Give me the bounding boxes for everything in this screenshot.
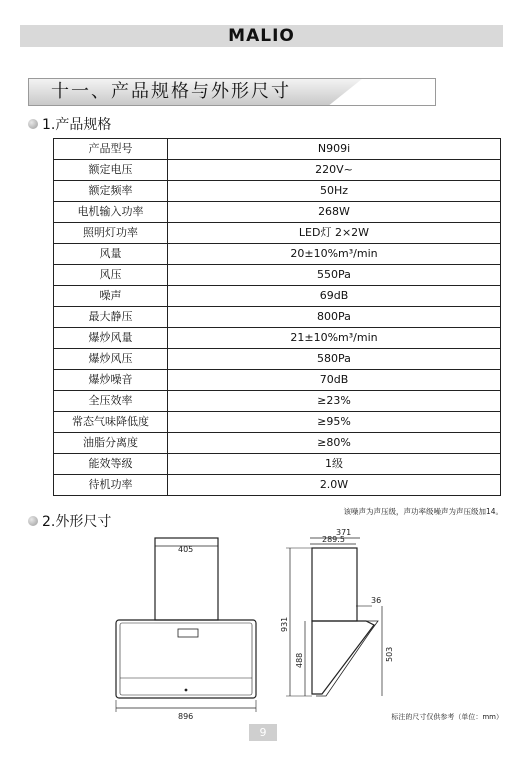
spec-key: 爆炒风压: [54, 349, 168, 370]
spec-value: 580Pa: [168, 349, 501, 370]
spec-row: [54, 454, 501, 475]
spec-row: [54, 328, 501, 349]
spec-value: N909i: [168, 139, 501, 160]
dim-side-body-height: 488: [295, 652, 304, 668]
side-chimney: [312, 548, 357, 621]
spec-value: 21±10%m³/min: [168, 328, 501, 349]
spec-row: [54, 307, 501, 328]
spec-value: 20±10%m³/min: [168, 244, 501, 265]
front-display: [178, 629, 198, 637]
spec-value: ≥23%: [168, 391, 501, 412]
spec-value: ≥80%: [168, 433, 501, 454]
spec-key: 能效等级: [54, 454, 168, 475]
spec-value: 1级: [168, 454, 501, 475]
spec-value: 800Pa: [168, 307, 501, 328]
spec-key: 油脂分离度: [54, 433, 168, 454]
spec-key: 噪声: [54, 286, 168, 307]
spec-value: 220V~: [168, 160, 501, 181]
spec-value: 550Pa: [168, 265, 501, 286]
spec-key: 照明灯功率: [54, 223, 168, 244]
spec-table: [53, 138, 501, 496]
spec-row: [54, 139, 501, 160]
dim-side-total-height: 931: [280, 616, 289, 632]
spec-value: LED灯 2×2W: [168, 223, 501, 244]
spec-key: 最大静压: [54, 307, 168, 328]
spec-key: 产品型号: [54, 139, 168, 160]
front-body: [116, 620, 256, 698]
spec-value: 70dB: [168, 370, 501, 391]
section-title: 十一、产品规格与外形尺寸: [51, 81, 291, 102]
header-bar: [20, 25, 503, 47]
spec-key: 额定电压: [54, 160, 168, 181]
spec-row: [54, 475, 501, 496]
spec-section-heading: [28, 116, 111, 134]
spec-key: 爆炒噪音: [54, 370, 168, 391]
spec-key: 全压效率: [54, 391, 168, 412]
spec-value: 268W: [168, 202, 501, 223]
dim-front-total: 896: [178, 712, 194, 721]
dim-side-top-inner: 289.5: [322, 535, 345, 544]
spec-key: 常态气味降低度: [54, 412, 168, 433]
side-body: [312, 621, 374, 694]
spec-value: ≥95%: [168, 412, 501, 433]
spec-row: [54, 286, 501, 307]
dim-front-chimney: 405: [178, 545, 194, 554]
spec-value: 2.0W: [168, 475, 501, 496]
spec-value: 69dB: [168, 286, 501, 307]
spec-row: [54, 160, 501, 181]
spec-row: [54, 349, 501, 370]
dim-side-panel-height: 503: [385, 646, 394, 662]
spec-row: [54, 181, 501, 202]
spec-key: 风压: [54, 265, 168, 286]
dim-section-label: 2.外形尺寸: [42, 514, 112, 530]
spec-key: 电机输入功率: [54, 202, 168, 223]
dimension-drawing: [0, 520, 521, 730]
spec-value: 50Hz: [168, 181, 501, 202]
spec-row: [54, 433, 501, 454]
spec-note: 该噪声为声压级，声功率级噪声为声压级加14。: [343, 507, 503, 516]
bullet-icon: [28, 119, 38, 129]
front-indicator-dot: [185, 689, 188, 692]
spec-section-label: 1.产品规格: [42, 117, 112, 133]
spec-key: 爆炒风量: [54, 328, 168, 349]
spec-row: [54, 412, 501, 433]
dim-side-top-outer: 371: [336, 528, 352, 537]
spec-row: [54, 391, 501, 412]
spec-row: [54, 370, 501, 391]
spec-key: 额定频率: [54, 181, 168, 202]
spec-key: 风量: [54, 244, 168, 265]
page-number: 9: [249, 724, 277, 741]
section-title-box: [28, 78, 436, 106]
spec-row: [54, 265, 501, 286]
brand-logo: MALIO: [228, 26, 295, 46]
spec-row: [54, 244, 501, 265]
spec-key: 待机功率: [54, 475, 168, 496]
dim-caption: 标注的尺寸仅供参考（单位：mm）: [391, 713, 503, 721]
spec-row: [54, 223, 501, 244]
spec-row: [54, 202, 501, 223]
dim-side-panel-offset: 36: [371, 596, 382, 605]
